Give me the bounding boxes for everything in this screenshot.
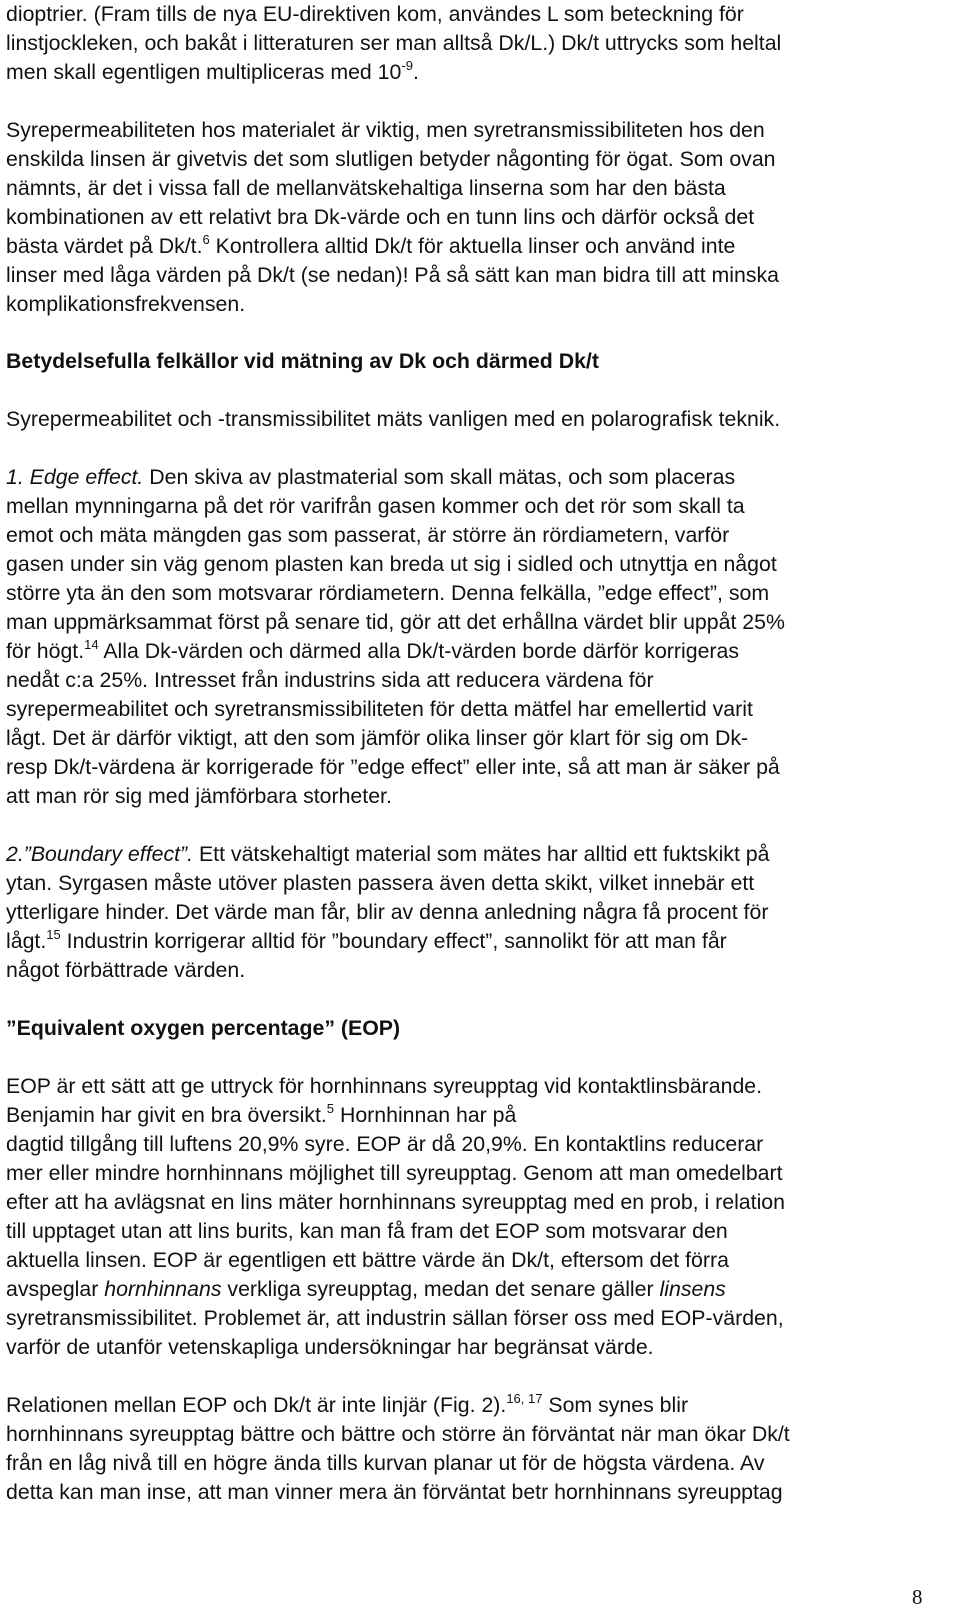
text-line: resp Dk/t-värdena är korrigerade för ”edge effect” eller inte, så att man är säker på [6, 755, 780, 779]
footnote-ref: 5 [326, 1101, 335, 1116]
text-line: dioptrier. (Fram tills de nya EU-direktiven kom, användes L som beteckning för [6, 2, 744, 26]
text-line: Benjamin har givit en bra översikt.$^5$ Hornhinnan har på [6, 1101, 517, 1127]
text-line: gasen under sin väg genom plasten kan breda ut sig i sidled och utnyttja en något [6, 552, 777, 576]
text-line: ytan. Syrgasen måste utöver plasten passera även detta skikt, vilket innebär ett [6, 871, 755, 895]
text-line: syretransmissibilitet. Problemet är, att industrin sällan förser oss med EOP-värden, [6, 1306, 784, 1330]
text-line: något förbättrade värden. [6, 958, 246, 982]
section-heading: Betydelsefulla felkällor vid mätning av Dk och därmed Dk/t [6, 349, 599, 373]
text-line: Relationen mellan EOP och Dk/t är inte linjär (Fig. 2).$^{16, 17}$ Som synes blir [6, 1391, 689, 1417]
text-line: detta kan man inse, att man vinner mera än förväntat betr hornhinnans syreupptag [6, 1480, 783, 1504]
text-line: linstjockleken, och bakåt i litteraturen ser man alltså Dk/L.) Dk/t uttrycks som heltal [6, 31, 782, 55]
footnote-ref: 15 [46, 927, 61, 942]
text-line: Syrepermeabiliteten hos materialet är viktig, men syretransmissibiliteten hos den [6, 118, 765, 142]
text-line: EOP är ett sätt att ge uttryck för hornhinnans syreupptag vid kontaktlinsbärande. [6, 1074, 763, 1098]
text-line: lågt. Det är därför viktigt, att den som jämför olika linser gör klart för sig om Dk- [6, 726, 749, 750]
text-line: att man rör sig med jämförbara storheter. [6, 784, 392, 808]
text-line: dagtid tillgång till luftens 20,9% syre. EOP är då 20,9%. En kontaktlins reducerar [6, 1132, 764, 1156]
footnote-ref: 16, 17 [506, 1391, 543, 1406]
emphasis: linsens [659, 1277, 726, 1301]
item-title: 2.”Boundary effect”. [6, 842, 194, 866]
text-line: komplikationsfrekvensen. [6, 292, 246, 316]
text-line: till upptaget utan att lins burits, kan man få fram det EOP som motsvarar den [6, 1219, 728, 1243]
text-line: 1. Edge effect. Den skiva av plastmaterial som skall mätas, och som placeras [6, 465, 736, 489]
text-line: enskilda linsen är givetvis det som slutligen betyder någonting för ögat. Som ovan [6, 147, 776, 171]
text-line: nämnts, är det i vissa fall de mellanvätskehaltiga linserna som har den bästa [6, 176, 726, 200]
text-line: ytterligare hinder. Det värde man får, blir av denna anledning några få procent för [6, 900, 769, 924]
footnote-ref: 14 [84, 637, 99, 652]
text-line: hornhinnans syreupptag bättre och bättre och större än förväntat när man ökar Dk/t [6, 1422, 790, 1446]
text-line: efter att ha avlägsnat en lins mäter hornhinnans syreupptag med en prob, i relation [6, 1190, 785, 1214]
text-line: bästa värdet på Dk/t.$^6$ Kontrollera alltid Dk/t för aktuella linser och använd inte [6, 232, 736, 258]
text-line: för högt.$^{14}$ Alla Dk-värden och därmed alla Dk/t-värden borde därför korrigeras [6, 637, 739, 663]
text-line: 2.”Boundary effect”. Ett vätskehaltigt material som mätes har alltid ett fuktskikt på [6, 842, 770, 866]
section-heading: ”Equivalent oxygen percentage” (EOP) [6, 1016, 401, 1040]
text-line: från en låg nivå till en högre ända tills kurvan planar ut för de högsta värdena. Av [6, 1451, 765, 1475]
text-line: emot och mäta mängden gas som passerat, är större än rördiametern, varför [6, 523, 730, 547]
text-line: men skall egentligen multipliceras med $10^{-9}$. [6, 58, 419, 84]
text-line: mellan mynningarna på det rör varifrån gasen kommer och det rör som skall ta [6, 494, 745, 518]
text-line: varför de utanför vetenskapliga undersökningar har begränsat värde. [6, 1335, 654, 1359]
page-number: 8 [912, 1585, 923, 1609]
footnote-ref: 6 [202, 232, 210, 247]
text-line: linser med låga värden på Dk/t (se nedan)! På så sätt kan man bidra till att minska [6, 263, 779, 287]
text-line: syrepermeabilitet och syretransmissibiliteten för detta mätfel har emellertid varit [6, 697, 753, 721]
text-line: kombinationen av ett relativt bra Dk-värde och en tunn lins och därför också det [6, 205, 755, 229]
emphasis: hornhinnans [104, 1277, 222, 1301]
text-line: lågt.$^{15}$ Industrin korrigerar alltid för ”boundary effect”, sannolikt för att man får [6, 927, 727, 953]
text-line: aktuella linsen. EOP är egentligen ett bättre värde än Dk/t, eftersom det förra [6, 1248, 729, 1272]
text-line: man uppmärksammat först på senare tid, gör att det erhållna värdet blir uppåt 25% [6, 610, 785, 634]
item-title: 1. Edge effect. [6, 465, 144, 489]
text-line: mer eller mindre hornhinnans möjlighet till syreupptag. Genom att man omedelbart [6, 1161, 783, 1185]
exponent: -9 [401, 58, 413, 73]
text-line: större yta än den som motsvarar rördiametern. Denna felkälla, ”edge effect”, som [6, 581, 770, 605]
text-line: avspeglar hornhinnans verkliga syreupptag, medan det senare gäller linsens [6, 1277, 726, 1301]
text-line: nedåt c:a 25%. Intresset från industrins sida att reducera värdena för [6, 668, 654, 692]
text-line: Syrepermeabilitet och -transmissibilitet mäts vanligen med en polarografisk teknik. [6, 407, 781, 431]
